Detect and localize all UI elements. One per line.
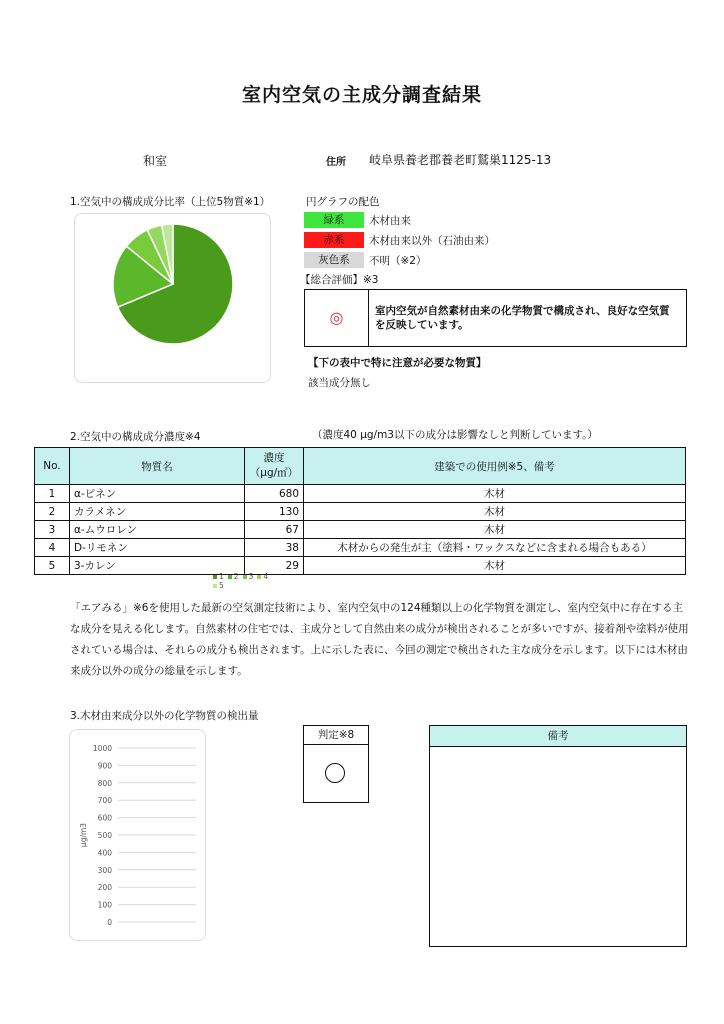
y-tick-label: 900: [97, 761, 112, 771]
y-tick-label: 0: [107, 918, 112, 927]
legend-label: 4: [263, 572, 269, 581]
bar-chart: [70, 730, 205, 940]
cell-use: 木材: [304, 521, 686, 539]
evaluation-text: 室内空気が自然素材由来の化学物質で構成され、良好な空気質を反映しています。: [375, 305, 670, 331]
cell-use: 木材: [304, 503, 686, 521]
bar-chart-frame: [69, 729, 206, 941]
cell-conc: 29: [245, 557, 304, 575]
address-value: 岐阜県養老郡養老町鷲巣1125-13: [369, 153, 552, 167]
cell-no: 5: [35, 557, 70, 575]
cell-use: 木材: [304, 557, 686, 575]
concentration-table: [34, 447, 686, 575]
cell-name: 3-カレン: [70, 557, 245, 575]
legend-label: 2: [233, 572, 239, 581]
table-row: [35, 503, 686, 521]
legend-swatch: [213, 575, 217, 579]
description-paragraph: 「エアみる」※6を使用した最新の空気測定技術により、室内空気中の124種類以上の化学物質を測定し、室内空気中に存在する主な成分を見える化します。自然素材の住宅では、主成分として自然由来の成分が検出されることが多いですが、接着剤や塗料が使用されている場合は、それらの成分も検出されます。上に示した表に、今回の測定で検出された主な成分を示します。以下には木材由来成分以外の成分の総量を示します。: [70, 602, 689, 677]
evaluation-title: 【総合評価】※3: [300, 274, 379, 286]
cell-no: 4: [35, 539, 70, 557]
color-key-swatch: 緑系: [304, 212, 364, 228]
judge-circle-mark: [325, 763, 345, 783]
judge-box: [303, 725, 369, 803]
color-key-swatch: 赤系: [304, 232, 364, 248]
evaluation-box: [304, 289, 687, 347]
color-key-desc: 木材由来以外（石油由来）: [369, 235, 495, 247]
y-axis-label: µg/m3: [79, 822, 88, 848]
color-key-title: 円グラフの配色: [306, 196, 380, 208]
legend-swatch: [213, 584, 217, 588]
col-conc-label: 濃度: [263, 452, 285, 464]
table-row: [35, 557, 686, 575]
y-tick-label: 100: [97, 900, 112, 910]
y-tick-label: 700: [97, 796, 112, 806]
legend-label: 5: [219, 581, 224, 590]
cell-conc: 38: [245, 539, 304, 557]
attention-title: 【下の表中で特に注意が必要な物質】: [308, 357, 487, 369]
y-tick-label: 800: [97, 778, 112, 788]
section3-title: 3.木材由来成分以外の化学物質の検出量: [70, 710, 259, 722]
color-key-desc: 不明（※2）: [369, 255, 427, 267]
section2-title: 2.空気中の構成成分濃度※4: [70, 431, 201, 443]
cell-name: D-リモネン: [70, 539, 245, 557]
legend-swatch: [228, 575, 232, 579]
cell-conc: 67: [245, 521, 304, 539]
legend-label: 3: [248, 572, 254, 581]
cell-conc: 130: [245, 503, 304, 521]
cell-conc: 680: [245, 485, 304, 503]
color-key-desc: 木材由来: [369, 215, 411, 227]
evaluation-mark: ◎: [305, 290, 369, 346]
cell-name: α-ムウロレン: [70, 521, 245, 539]
legend-swatch: [257, 575, 261, 579]
room-name: 和室: [143, 154, 168, 168]
y-tick-label: 200: [97, 883, 112, 893]
col-conc: [245, 448, 304, 485]
table-row: [35, 539, 686, 557]
legend-swatch: [243, 575, 247, 579]
address-label: 住所: [326, 157, 346, 168]
page-title: 室内空気の主成分調査結果: [241, 84, 482, 106]
cell-use: 木材: [304, 485, 686, 503]
col-name: 物質名: [70, 448, 245, 485]
remarks-box: [429, 725, 687, 947]
section2-note: （濃度40 µg/m3以下の成分は影響なしと判断しています。）: [312, 429, 598, 441]
pie-chart: [75, 214, 270, 382]
y-tick-label: 500: [97, 831, 112, 840]
cell-use: 木材からの発生が主（塗料・ワックスなどに含まれる場合もある）: [304, 539, 686, 557]
y-tick-label: 1000: [92, 744, 112, 753]
attention-value: 該当成分無し: [308, 377, 371, 389]
cell-no: 2: [35, 503, 70, 521]
cell-name: α-ピネン: [70, 485, 245, 503]
section1-title: 1.空気中の構成成分比率（上位5物質※1）: [70, 196, 271, 208]
cell-no: 3: [35, 521, 70, 539]
y-tick-label: 400: [97, 848, 112, 858]
col-use: 建築での使用例※5、備考: [304, 448, 686, 485]
remarks-title: 備考: [430, 726, 686, 747]
cell-name: カラメネン: [70, 503, 245, 521]
col-no: No.: [35, 448, 70, 485]
color-key-swatch: 灰色系: [304, 252, 364, 268]
table-row: [35, 485, 686, 503]
cell-no: 1: [35, 485, 70, 503]
y-tick-label: 600: [97, 813, 112, 823]
judge-title: 判定※8: [304, 726, 368, 745]
table-row: [35, 521, 686, 539]
y-tick-label: 300: [97, 865, 112, 875]
col-conc-unit: （µg/㎥）: [249, 467, 299, 479]
legend-label: 1: [219, 572, 224, 581]
